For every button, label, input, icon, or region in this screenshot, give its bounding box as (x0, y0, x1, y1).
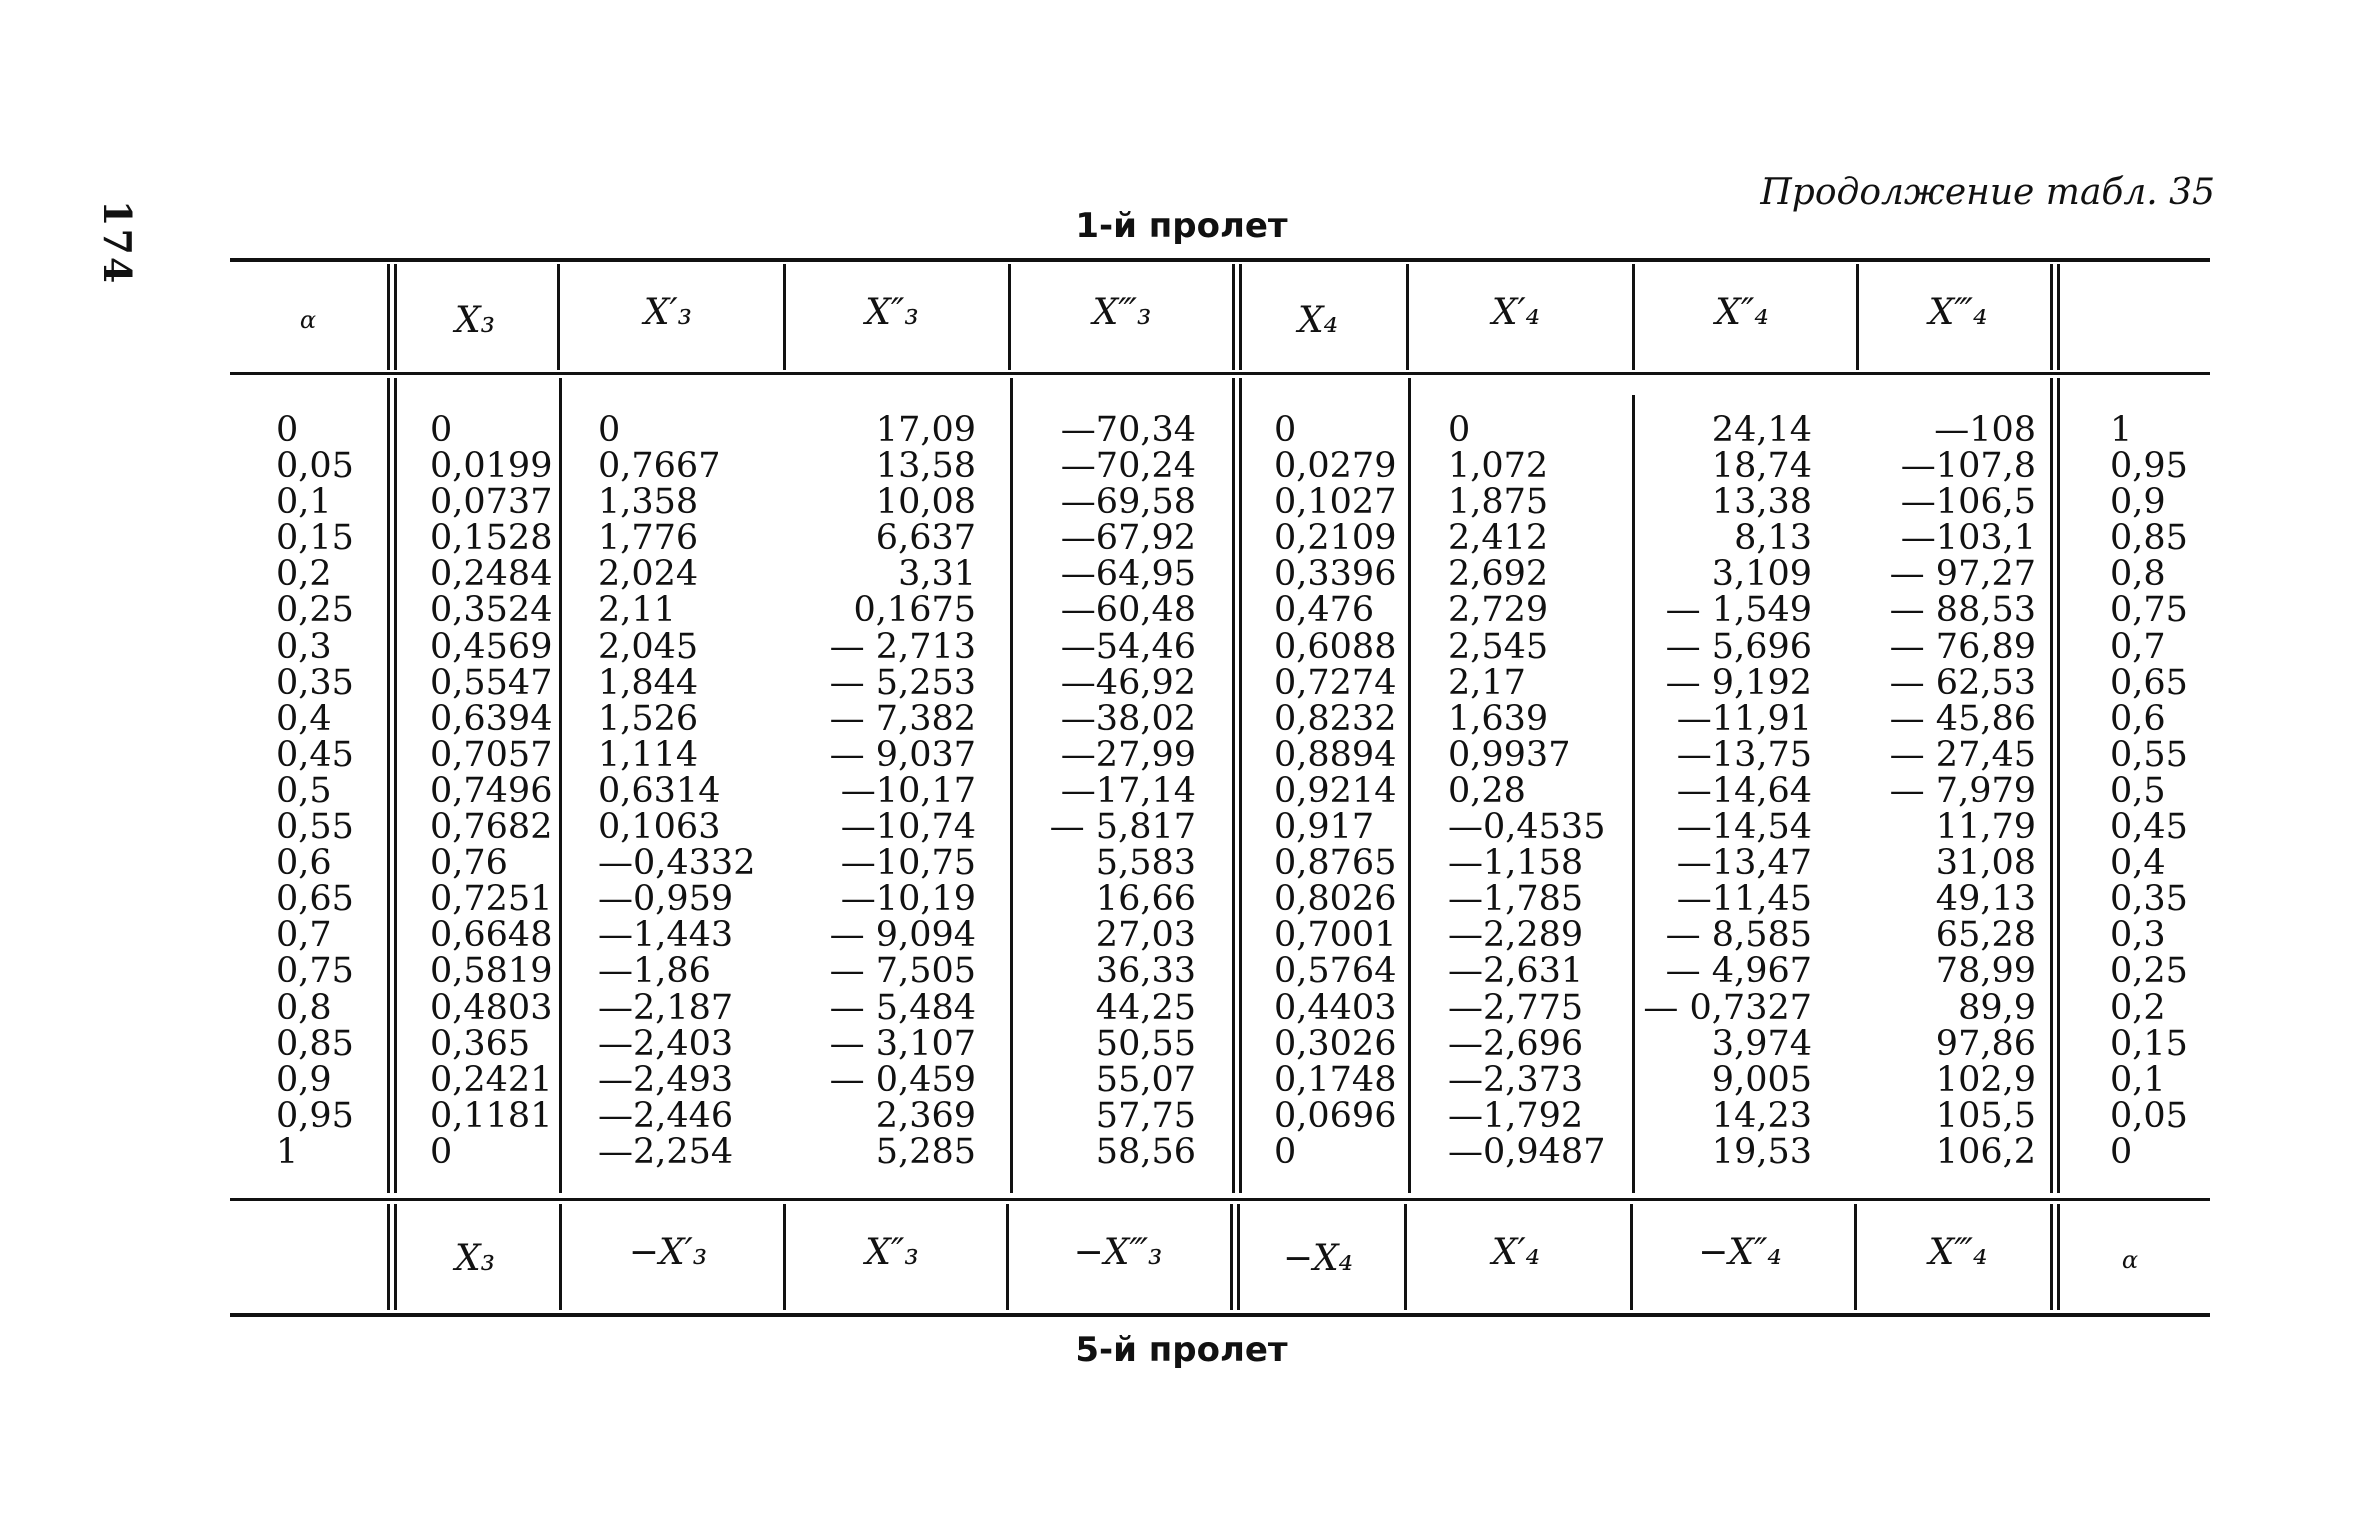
footer-divider (1230, 1204, 1240, 1310)
table-cell: 2,412 (1448, 518, 1549, 559)
table-cell: —0,4535 (1448, 807, 1606, 848)
table-cell: 0,35 (2110, 879, 2188, 920)
column-divider (2050, 378, 2060, 1193)
table-cell: — 5,696 (1665, 626, 1812, 667)
table-cell: 0,3 (2110, 915, 2166, 956)
table-cell: 57,75 (1095, 1095, 1196, 1136)
table-cell: —106,5 (1900, 482, 2036, 523)
header-divider (1232, 264, 1242, 370)
table-cell: 27,03 (1095, 915, 1196, 956)
table-cell: 0,4403 (1274, 987, 1397, 1028)
footer-divider (387, 1204, 397, 1310)
table-cell: 0,15 (2110, 1023, 2188, 1064)
footer-x3-double-prime: X″₃ (865, 1232, 919, 1273)
footer-divider (559, 1204, 562, 1310)
table-cell: 0 (598, 410, 621, 450)
column-x3-triple-prime (1000, 412, 1196, 1170)
table-cell: 3,109 (1711, 554, 1812, 595)
table-cell: 0,6 (2110, 698, 2166, 739)
table-cell: — 5,253 (829, 662, 976, 703)
table-cell: —2,289 (1448, 915, 1584, 956)
table-cell: 1,776 (598, 518, 699, 559)
table-cell: — 62,53 (1889, 662, 2036, 703)
table-cell: 1,358 (598, 482, 699, 523)
header-x4-prime: X′₄ (1491, 292, 1541, 333)
table-cell: 89,9 (1958, 987, 2036, 1028)
table-cell: 0,7251 (430, 879, 553, 920)
table-cell: 0,65 (276, 879, 354, 920)
table-cell: 0,6 (276, 843, 332, 884)
table-cell: — 27,45 (1889, 734, 2036, 775)
table-cell: — 9,192 (1665, 662, 1812, 703)
table-cell: 11,79 (1935, 807, 2036, 848)
table-cell: —108 (1934, 410, 2036, 450)
table-cell: 0,95 (276, 1095, 354, 1136)
table-cell: 36,33 (1095, 951, 1196, 992)
table-cell: 0,7057 (430, 734, 553, 775)
table-continuation-caption: Продолжение табл. 35 (1760, 172, 2215, 213)
table-cell: 0,15 (276, 518, 354, 559)
table-cell: —2,696 (1448, 1023, 1584, 1064)
header-divider (1008, 264, 1011, 370)
table-cell: 0,0696 (1274, 1095, 1397, 1136)
table-cell: 0,2 (2110, 987, 2166, 1028)
table-cell: —1,158 (1448, 843, 1584, 884)
bottom-span-title: 5-й пролет (1075, 1330, 1288, 1370)
table-cell: —1,86 (598, 951, 711, 992)
header-x3-prime: X′₃ (643, 292, 693, 333)
table-cell: —17,14 (1060, 770, 1196, 811)
table-cell: 0,45 (276, 734, 354, 775)
table-cell: —2,446 (598, 1095, 734, 1136)
table-cell: —1,443 (598, 915, 734, 956)
table-cell: 18,74 (1711, 446, 1812, 487)
table-cell: 0,55 (2110, 734, 2188, 775)
table-cell: 0,8894 (1274, 734, 1397, 775)
table-cell: —64,95 (1060, 554, 1196, 595)
table-cell: —14,54 (1676, 807, 1812, 848)
table-cell: 0,95 (2110, 446, 2188, 487)
table-cell: 0,9 (276, 1059, 332, 1100)
table-cell: 2,024 (598, 554, 699, 595)
table-cell: 31,08 (1935, 843, 2036, 884)
header-x3-triple-prime: X‴₃ (1092, 292, 1152, 333)
table-cell: 0,9937 (1448, 734, 1571, 775)
table-cell: 0,2 (276, 554, 332, 595)
column-x3-double-prime (786, 412, 976, 1170)
table-cell: —10,75 (840, 843, 976, 884)
table-cell: 0,1 (2110, 1059, 2166, 1100)
table-cell: 0,1027 (1274, 482, 1397, 523)
table-cell: 0 (1448, 410, 1471, 450)
table-cell: 0,35 (276, 662, 354, 703)
footer-top-rule (230, 1198, 2210, 1201)
table-cell: 0,76 (430, 843, 508, 884)
header-bottom-rule (230, 372, 2210, 375)
table-cell: 0,4 (276, 698, 332, 739)
table-cell: 0,1675 (853, 590, 976, 631)
header-divider (1632, 264, 1635, 370)
header-divider (557, 264, 560, 370)
table-cell: 0,7 (276, 915, 332, 956)
table-cell: —2,631 (1448, 951, 1584, 992)
table-cell: —103,1 (1900, 518, 2036, 559)
table-cell: 0,75 (2110, 590, 2188, 631)
table-cell: 0,7496 (430, 770, 553, 811)
table-cell: 0,3524 (430, 590, 553, 631)
table-cell: 49,13 (1935, 879, 2036, 920)
table-cell: 0,476 (1274, 590, 1375, 631)
table-cell: —2,403 (598, 1023, 734, 1064)
footer-divider (1006, 1204, 1009, 1310)
table-cell: 0,5 (2110, 770, 2166, 811)
footer-minus-x4: −X₄ (1282, 1238, 1354, 1279)
table-cell: —0,4332 (598, 843, 756, 884)
table-cell: 0,25 (2110, 951, 2188, 992)
table-cell: 58,56 (1095, 1131, 1196, 1172)
table-cell: 13,58 (875, 446, 976, 487)
table-cell: 102,9 (1935, 1059, 2036, 1100)
table-cell: —2,775 (1448, 987, 1584, 1028)
table-cell: 106,2 (1935, 1131, 2036, 1172)
table-cell: 13,38 (1711, 482, 1812, 523)
table-cell: 0,2484 (430, 554, 553, 595)
table-cell: —0,9487 (1448, 1131, 1606, 1172)
table-cell: 1 (2110, 410, 2133, 450)
table-cell: 0,1 (276, 482, 332, 523)
table-cell: 3,974 (1711, 1023, 1812, 1064)
column-x3 (430, 410, 553, 1172)
table-cell: — 9,037 (829, 734, 976, 775)
column-alpha (276, 412, 376, 1170)
table-cell: —38,02 (1060, 698, 1196, 739)
table-cell: 0 (1274, 1131, 1297, 1172)
table-cell: 0,2109 (1274, 518, 1397, 559)
table-cell: 0,4 (2110, 843, 2166, 884)
column-divider (387, 378, 397, 1193)
table-cell: —67,92 (1060, 518, 1196, 559)
table-cell: 0,7682 (430, 807, 553, 848)
table-bottom-rule (230, 1313, 2210, 1317)
table-cell: 0,4803 (430, 987, 553, 1028)
column-divider (1632, 395, 1635, 1193)
table-cell: 0,45 (2110, 807, 2188, 848)
table-cell: — 7,979 (1889, 770, 2036, 811)
table-cell: —69,58 (1060, 482, 1196, 523)
table-cell: 2,045 (598, 626, 699, 667)
footer-minus-x3-triple-prime: −X‴₃ (1073, 1232, 1163, 1273)
table-cell: 2,11 (598, 590, 676, 631)
table-cell: 0,9 (2110, 482, 2166, 523)
table-cell: —2,493 (598, 1059, 734, 1100)
column-x4-triple-prime (1860, 412, 2036, 1170)
table-cell: 65,28 (1935, 915, 2036, 956)
table-cell: —70,34 (1060, 410, 1196, 450)
table-cell: —14,64 (1676, 770, 1812, 811)
table-cell: 2,17 (1448, 662, 1526, 703)
table-cell: 0,85 (2110, 518, 2188, 559)
table-cell: 0,55 (276, 807, 354, 848)
table-cell: —11,91 (1676, 698, 1812, 739)
column-x4-prime (1448, 412, 1618, 1170)
table-cell: 1,875 (1448, 482, 1549, 523)
header-divider (1856, 264, 1859, 370)
table-cell: 2,692 (1448, 554, 1549, 595)
table-top-rule (230, 258, 2210, 262)
table-cell: 0,5547 (430, 662, 553, 703)
table-cell: — 0,459 (829, 1059, 976, 1100)
footer-divider (1854, 1204, 1857, 1310)
table-cell: 55,07 (1095, 1059, 1196, 1100)
footer-divider (1630, 1204, 1633, 1310)
column-x4-double-prime (1640, 412, 1812, 1170)
table-cell: —0,959 (598, 879, 734, 920)
table-cell: 0,5764 (1274, 951, 1397, 992)
table-cell: — 5,484 (829, 987, 976, 1028)
table-cell: 19,53 (1711, 1131, 1812, 1172)
footer-divider (2050, 1204, 2060, 1310)
table-cell: 50,55 (1095, 1023, 1196, 1064)
table-cell: 0,6394 (430, 698, 553, 739)
table-cell: 0,0737 (430, 482, 553, 523)
table-cell: — 2,713 (829, 626, 976, 667)
table-cell: —13,75 (1676, 734, 1812, 775)
footer-x4-prime: X′₄ (1491, 1232, 1541, 1273)
footer-divider (1404, 1204, 1407, 1310)
header-x4-double-prime: X″₄ (1715, 292, 1769, 333)
table-cell: 24,14 (1711, 410, 1812, 450)
table-cell: 0,8 (2110, 554, 2166, 595)
table-cell: 17,09 (875, 410, 976, 450)
table-cell: 1,114 (598, 734, 699, 775)
column-alpha-reversed (2110, 412, 2210, 1170)
table-cell: —13,47 (1676, 843, 1812, 884)
table-cell: — 3,107 (829, 1023, 976, 1064)
table-cell: 0,65 (2110, 662, 2188, 703)
table-cell: —27,99 (1060, 734, 1196, 775)
header-divider (1406, 264, 1409, 370)
table-cell: 0,8232 (1274, 698, 1397, 739)
header-alpha: α (299, 306, 317, 334)
table-cell: 0 (1274, 410, 1297, 450)
table-cell: 1,526 (598, 698, 699, 739)
table-cell: 1 (276, 1131, 299, 1172)
table-cell: —2,373 (1448, 1059, 1584, 1100)
table-cell: 0 (430, 410, 453, 450)
table-cell: 0,365 (430, 1023, 531, 1064)
table-cell: 14,23 (1711, 1095, 1812, 1136)
table-cell: 44,25 (1095, 987, 1196, 1028)
table-cell: 97,86 (1935, 1023, 2036, 1064)
table-cell: 0 (276, 410, 299, 450)
table-cell: 1,639 (1448, 698, 1549, 739)
table-cell: —10,19 (840, 879, 976, 920)
page-number: 174 (95, 200, 140, 286)
table-cell: 2,729 (1448, 590, 1549, 631)
table-cell: 0,3396 (1274, 554, 1397, 595)
table-cell: 0 (430, 1131, 453, 1172)
table-cell: —1,792 (1448, 1095, 1584, 1136)
table-cell: 2,545 (1448, 626, 1549, 667)
table-cell: —70,24 (1060, 446, 1196, 487)
table-cell: 0,28 (1448, 770, 1526, 811)
table-cell: 105,5 (1935, 1095, 2036, 1136)
table-cell: 8,13 (1734, 518, 1812, 559)
header-divider (783, 264, 786, 370)
footer-minus-x4-double-prime: −X″₄ (1698, 1232, 1782, 1273)
table-cell: 0,917 (1274, 807, 1375, 848)
table-cell: — 9,094 (829, 915, 976, 956)
table-cell: 16,66 (1095, 879, 1196, 920)
table-cell: 0,0199 (430, 446, 553, 487)
table-cell: 0,4569 (430, 626, 553, 667)
footer-divider (783, 1204, 786, 1310)
table-cell: 0,7 (2110, 626, 2166, 667)
table-cell: 9,005 (1711, 1059, 1812, 1100)
table-cell: —2,254 (598, 1131, 734, 1172)
table-cell: — 7,382 (829, 698, 976, 739)
table-cell: 0,85 (276, 1023, 354, 1064)
table-cell: 0,5 (276, 770, 332, 811)
header-x4-triple-prime: X‴₄ (1928, 292, 1988, 333)
table-cell: —10,17 (840, 770, 976, 811)
table-cell: 0,8765 (1274, 843, 1397, 884)
footer-minus-x3-prime: −X′₃ (628, 1232, 708, 1273)
table-cell: 0,05 (276, 446, 354, 487)
table-cell: — 88,53 (1889, 590, 2036, 631)
top-span-title: 1-й пролет (1075, 206, 1288, 246)
table-cell: —107,8 (1900, 446, 2036, 487)
table-cell: —46,92 (1060, 662, 1196, 703)
table-cell: —11,45 (1676, 879, 1812, 920)
table-cell: 0,0279 (1274, 446, 1397, 487)
table-cell: 1,072 (1448, 446, 1549, 487)
table-cell: 5,285 (875, 1131, 976, 1172)
table-cell: 6,637 (875, 518, 976, 559)
table-cell: — 45,86 (1889, 698, 2036, 739)
table-cell: —10,74 (840, 807, 976, 848)
table-cell: 2,369 (875, 1095, 976, 1136)
header-divider (387, 264, 397, 370)
column-x3-prime (598, 410, 756, 1172)
column-divider (1232, 378, 1242, 1193)
table-cell: — 7,505 (829, 951, 976, 992)
table-cell: — 1,549 (1665, 590, 1812, 631)
table-cell: 0,8026 (1274, 879, 1397, 920)
table-cell: 0,1181 (430, 1095, 553, 1136)
footer-x3: X₃ (454, 1238, 496, 1279)
table-cell: —60,48 (1060, 590, 1196, 631)
table-cell: —1,785 (1448, 879, 1584, 920)
table-cell: 0,1063 (598, 807, 721, 848)
table-cell: — 76,89 (1889, 626, 2036, 667)
table-cell: — 97,27 (1889, 554, 2036, 595)
table-cell: 0,3 (276, 626, 332, 667)
table-cell: 0,6648 (430, 915, 553, 956)
footer-x4-triple-prime: X‴₄ (1928, 1232, 1988, 1273)
table-cell: 0,25 (276, 590, 354, 631)
table-cell: 0,3026 (1274, 1023, 1397, 1064)
header-x3-double-prime: X″₃ (865, 292, 919, 333)
table-cell: 0,7001 (1274, 915, 1397, 956)
table-cell: — 4,967 (1665, 951, 1812, 992)
table-cell: 5,583 (1095, 843, 1196, 884)
table-cell: 0,9214 (1274, 770, 1397, 811)
header-x3: X₃ (454, 300, 496, 341)
column-divider (1408, 378, 1411, 1193)
table-cell: 0,5819 (430, 951, 553, 992)
footer-alpha: α (2121, 1246, 2139, 1274)
column-divider (559, 378, 562, 1193)
table-cell: — 0,7327 (1643, 987, 1812, 1028)
table-cell: 0,6314 (598, 770, 721, 811)
table-cell: 0,1528 (430, 518, 553, 559)
table-cell: 0,7274 (1274, 662, 1397, 703)
table-cell: — 8,585 (1665, 915, 1812, 956)
table-cell: 0,7667 (598, 446, 721, 487)
table-cell: —2,187 (598, 987, 734, 1028)
table-cell: —54,46 (1060, 626, 1196, 667)
table-cell: — 5,817 (1049, 807, 1196, 848)
header-x4: X₄ (1297, 300, 1339, 341)
table-cell: 0,6088 (1274, 626, 1397, 667)
table-cell: 0,05 (2110, 1095, 2188, 1136)
table-cell: 3,31 (898, 554, 976, 595)
header-divider (2050, 264, 2060, 370)
table-cell: 0,2421 (430, 1059, 553, 1100)
table-cell: 0,75 (276, 951, 354, 992)
table-cell: 10,08 (875, 482, 976, 523)
column-x4 (1274, 412, 1404, 1170)
table-cell: 78,99 (1935, 951, 2036, 992)
table-cell: 1,844 (598, 662, 699, 703)
table-cell: 0,1748 (1274, 1059, 1397, 1100)
table-cell: 0,8 (276, 987, 332, 1028)
table-cell: 0 (2110, 1131, 2133, 1172)
